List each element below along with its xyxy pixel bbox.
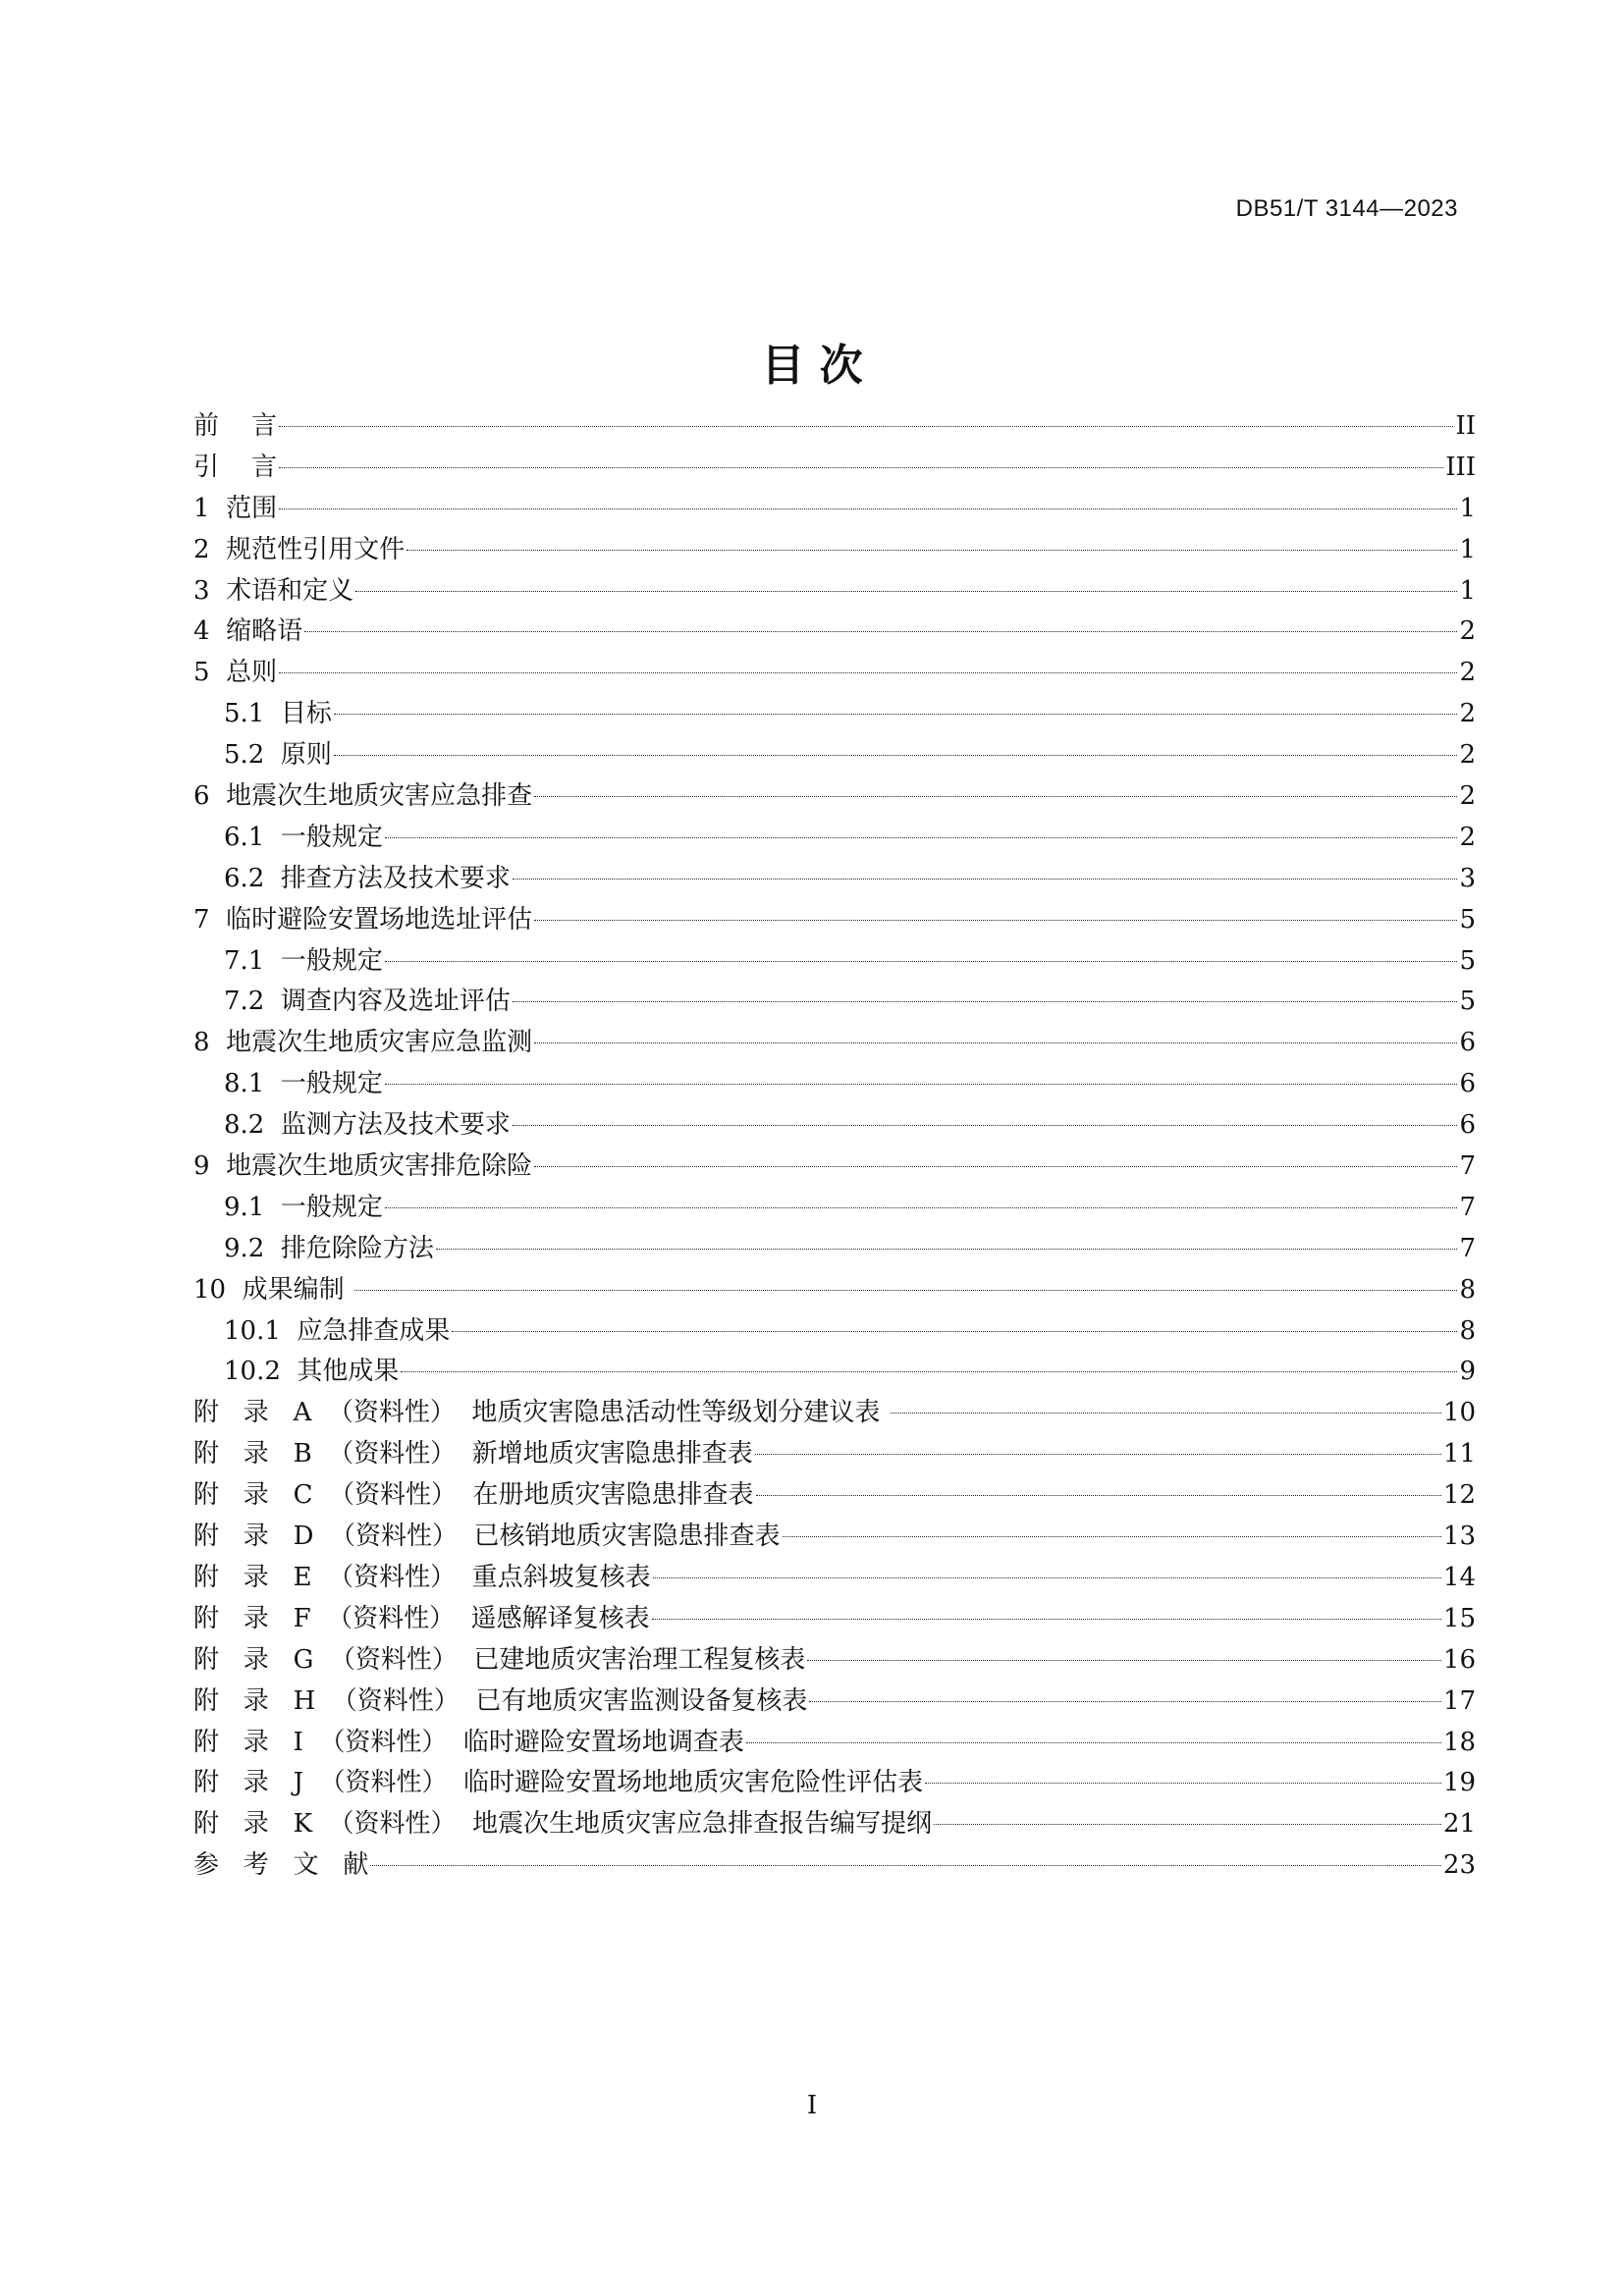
toc-entry-page: 3 [1459, 863, 1476, 893]
toc-leader-dots [925, 1783, 1441, 1784]
toc-entry[interactable] [193, 1682, 1476, 1723]
toc-entry-label: 引 言 [193, 452, 278, 482]
toc-entry[interactable] [193, 489, 1476, 530]
toc-leader-dots [279, 508, 1457, 509]
toc-entry-label: 9.1 一般规定 [224, 1192, 383, 1222]
toc-entry-page: 6 [1459, 1028, 1476, 1058]
toc-entry[interactable] [193, 1599, 1476, 1640]
toc-leader-dots [436, 1249, 1458, 1250]
toc-entry-label: 3 术语和定义 [193, 575, 354, 606]
toc-entry[interactable] [193, 653, 1476, 694]
toc-entry-label: 附 录 I （资料性） 临时避险安置场地调查表 [193, 1727, 744, 1757]
toc-entry[interactable] [193, 406, 1476, 448]
toc-leader-dots [355, 591, 1457, 592]
toc-leader-dots [653, 1577, 1441, 1578]
toc-entry-label: 前 言 [193, 411, 278, 441]
toc-leader-dots [370, 1865, 1441, 1866]
toc-leader-dots [385, 1084, 1458, 1085]
toc-leader-dots [385, 1207, 1458, 1208]
toc-entry-page: 6 [1459, 1110, 1476, 1141]
toc-leader-dots [534, 796, 1457, 797]
toc-entry-label: 4 缩略语 [193, 616, 303, 647]
toc-entry[interactable] [193, 735, 1476, 776]
toc-entry-label: 9 地震次生地质灾害排危除险 [193, 1151, 533, 1182]
toc-entry-label: 附 录 C （资料性） 在册地质灾害隐患排查表 [193, 1480, 754, 1511]
toc-entry-label: 5.2 原则 [224, 740, 332, 771]
toc-entry-page: 2 [1459, 740, 1476, 771]
toc-entry-label: 附 录 E （资料性） 重点斜坡复核表 [193, 1562, 651, 1592]
page-title: 目 次 [761, 341, 863, 391]
toc-entry-page: 5 [1459, 945, 1476, 976]
toc-entry[interactable] [193, 448, 1476, 489]
toc-entry-label: 9.2 排危除险方法 [224, 1233, 434, 1263]
toc-entry-page: 12 [1442, 1480, 1476, 1511]
toc-leader-dots [385, 837, 1458, 838]
toc-entry-label: 7.2 调查内容及选址评估 [224, 987, 511, 1017]
toc-leader-dots [513, 1001, 1458, 1002]
toc-entry[interactable] [193, 694, 1476, 735]
toc-entry-label: 10 成果编制 [193, 1274, 352, 1305]
toc-entry-label: 附 录 H （资料性） 已有地质灾害监测设备复核表 [193, 1685, 808, 1716]
toc-entry-page: 16 [1442, 1644, 1476, 1675]
toc-entry-page: 11 [1442, 1439, 1476, 1469]
toc-entry-label: 2 规范性引用文件 [193, 534, 406, 564]
toc-leader-dots [513, 1125, 1458, 1126]
toc-entry-label: 附 录 G （资料性） 已建地质灾害治理工程复核表 [193, 1644, 806, 1675]
toc-entry-page: 1 [1459, 493, 1476, 523]
standard-code: DB51/T 3144—2023 [1235, 195, 1458, 222]
toc-entry-page: 2 [1459, 616, 1476, 647]
toc-entry-label: 7 临时避险安置场地选址评估 [193, 904, 533, 934]
toc-entry-page: 7 [1459, 1192, 1476, 1222]
toc-leader-dots [334, 755, 1458, 756]
table-of-contents [193, 406, 1476, 1887]
toc-leader-dots [401, 1371, 1457, 1372]
toc-entry[interactable] [193, 571, 1476, 613]
toc-entry[interactable] [193, 1517, 1476, 1558]
toc-entry[interactable] [193, 612, 1476, 653]
toc-leader-dots [279, 426, 1453, 427]
page-number: I [806, 2091, 818, 2120]
toc-entry[interactable] [193, 1558, 1476, 1599]
toc-entry-page: 9 [1459, 1357, 1476, 1387]
toc-entry[interactable] [193, 1804, 1476, 1845]
toc-entry[interactable] [193, 1188, 1476, 1229]
toc-entry-page: 6 [1459, 1069, 1476, 1099]
toc-entry-label: 1 范围 [193, 493, 278, 523]
toc-entry-page: 7 [1459, 1233, 1476, 1263]
toc-leader-dots [334, 714, 1458, 715]
toc-leader-dots [934, 1824, 1441, 1825]
toc-entry-label: 5 总则 [193, 658, 278, 688]
toc-entry-label: 8.1 一般规定 [224, 1069, 383, 1099]
toc-entry[interactable] [193, 859, 1476, 900]
toc-entry-label: 附 录 J （资料性） 临时避险安置场地地质灾害危险性评估表 [193, 1768, 924, 1798]
toc-entry[interactable] [193, 776, 1476, 818]
toc-leader-dots [807, 1660, 1440, 1661]
toc-leader-dots [304, 631, 1457, 632]
toc-entry[interactable] [193, 1270, 1476, 1311]
toc-entry-page: 8 [1459, 1274, 1476, 1305]
toc-entry[interactable] [193, 1475, 1476, 1517]
toc-entry[interactable] [193, 982, 1476, 1023]
toc-entry[interactable] [193, 1229, 1476, 1270]
toc-entry-label: 附 录 A （资料性） 地质灾害隐患活动性等级划分建议表 [193, 1398, 889, 1428]
toc-entry-page: 2 [1459, 699, 1476, 729]
toc-entry-page: 15 [1442, 1603, 1476, 1633]
toc-entry-label: 附 录 F （资料性） 遥感解译复核表 [193, 1603, 650, 1633]
toc-entry-label: 6.1 一般规定 [224, 822, 383, 852]
toc-entry-page: 7 [1459, 1151, 1476, 1182]
toc-entry-label: 8.2 监测方法及技术要求 [224, 1110, 511, 1141]
toc-entry-page: 2 [1459, 658, 1476, 688]
toc-entry-label: 附 录 K （资料性） 地震次生地质灾害应急排查报告编写提纲 [193, 1809, 933, 1840]
toc-entry[interactable] [193, 900, 1476, 941]
toc-entry[interactable] [193, 1434, 1476, 1475]
toc-leader-dots [534, 1042, 1457, 1043]
toc-entry[interactable] [193, 530, 1476, 571]
toc-entry-label: 7.1 一般规定 [224, 945, 383, 976]
toc-entry-page: III [1445, 452, 1476, 482]
toc-entry[interactable] [193, 818, 1476, 859]
toc-entry[interactable] [193, 1105, 1476, 1147]
toc-entry[interactable] [193, 1064, 1476, 1105]
toc-leader-dots [755, 1454, 1441, 1455]
toc-leader-dots [756, 1495, 1441, 1496]
toc-entry-label: 参 考 文 献 [193, 1850, 369, 1881]
toc-entry-page: 1 [1459, 575, 1476, 606]
toc-leader-dots [891, 1413, 1441, 1414]
toc-entry-page: 10 [1442, 1398, 1476, 1428]
toc-entry[interactable] [193, 1393, 1476, 1434]
toc-entry-label: 8 地震次生地质灾害应急监测 [193, 1028, 533, 1058]
toc-entry-page: II [1455, 411, 1476, 441]
toc-leader-dots [279, 467, 1443, 468]
toc-entry-page: 14 [1442, 1562, 1476, 1592]
toc-entry-label: 10.2 其他成果 [224, 1357, 400, 1387]
toc-entry-label: 附 录 D （资料性） 已核销地质灾害隐患排查表 [193, 1522, 781, 1552]
toc-entry-page: 19 [1442, 1768, 1476, 1798]
toc-entry-page: 5 [1459, 987, 1476, 1017]
toc-entry-page: 13 [1442, 1522, 1476, 1552]
toc-entry-page: 5 [1459, 904, 1476, 934]
toc-entry-page: 8 [1459, 1315, 1476, 1346]
toc-leader-dots [279, 672, 1457, 673]
toc-leader-dots [385, 961, 1458, 962]
toc-leader-dots [783, 1536, 1441, 1537]
toc-entry-page: 17 [1442, 1685, 1476, 1716]
toc-entry-label: 5.1 目标 [224, 699, 332, 729]
toc-leader-dots [809, 1701, 1441, 1702]
toc-leader-dots [534, 1166, 1457, 1167]
toc-entry-label: 附 录 B （资料性） 新增地质灾害隐患排查表 [193, 1439, 753, 1469]
toc-entry[interactable] [193, 1723, 1476, 1764]
toc-leader-dots [452, 1331, 1457, 1332]
toc-entry-page: 21 [1442, 1809, 1476, 1840]
toc-leader-dots [354, 1290, 1458, 1291]
toc-entry-label: 6.2 排查方法及技术要求 [224, 863, 511, 893]
toc-leader-dots [406, 550, 1457, 551]
toc-leader-dots [513, 879, 1458, 880]
toc-entry-page: 1 [1459, 534, 1476, 564]
toc-entry[interactable] [193, 1023, 1476, 1064]
toc-entry[interactable] [193, 1640, 1476, 1682]
toc-entry[interactable] [193, 1763, 1476, 1804]
toc-entry-label: 10.1 应急排查成果 [224, 1315, 451, 1346]
toc-entry[interactable] [193, 1311, 1476, 1353]
toc-entry-page: 18 [1442, 1727, 1476, 1757]
toc-entry[interactable] [193, 1845, 1476, 1887]
toc-leader-dots [652, 1619, 1441, 1620]
toc-entry-label: 6 地震次生地质灾害应急排查 [193, 781, 533, 812]
toc-entry-page: 2 [1459, 781, 1476, 812]
toc-leader-dots [534, 920, 1457, 921]
toc-entry[interactable] [193, 941, 1476, 983]
toc-entry[interactable] [193, 1352, 1476, 1393]
toc-entry[interactable] [193, 1147, 1476, 1188]
toc-leader-dots [746, 1742, 1441, 1743]
toc-entry-page: 2 [1459, 822, 1476, 852]
toc-entry-page: 23 [1442, 1850, 1476, 1881]
